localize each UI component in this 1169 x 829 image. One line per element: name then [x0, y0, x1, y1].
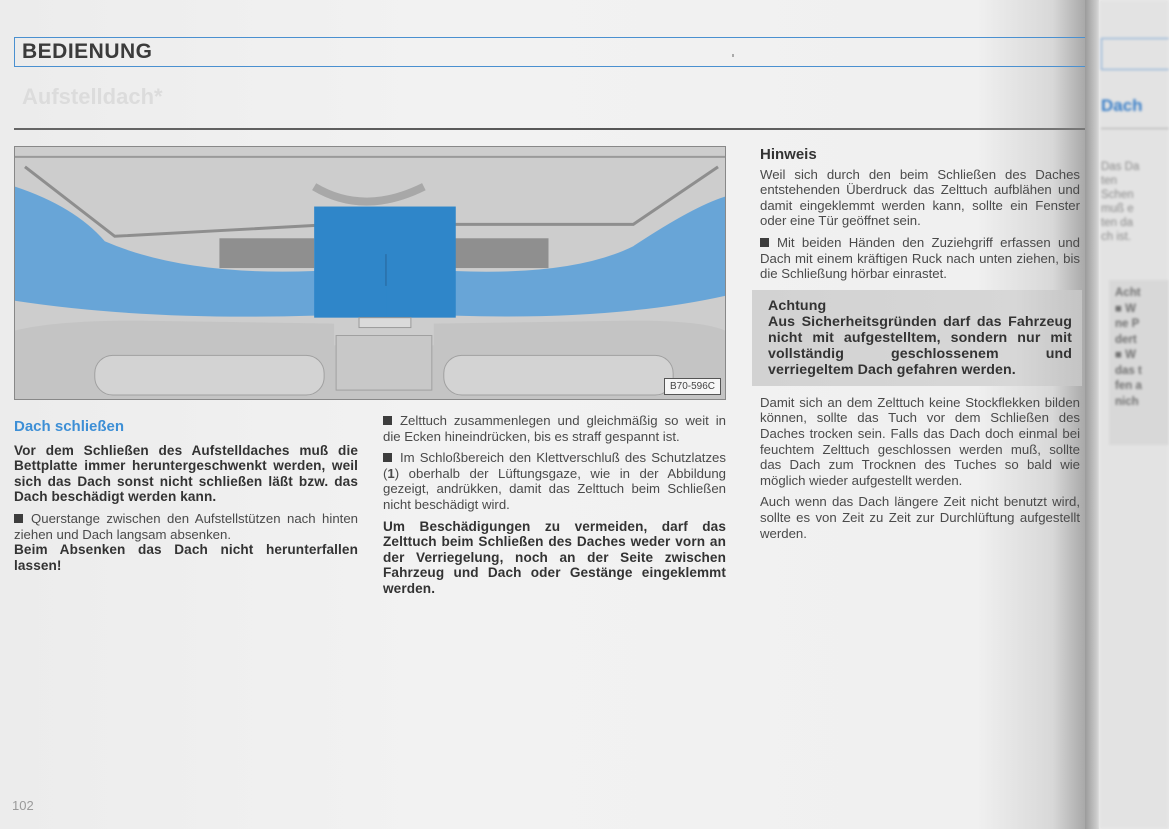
step-text: Im Schloßbereich den Klettverschluß des Schutzlatzes (	[383, 450, 726, 481]
step-lower-roof	[14, 511, 358, 542]
safety-warning-box	[752, 290, 1082, 386]
damage-caution: Um Beschädigungen zu vermeiden, darf das Zelttuch beim Schließen des Daches weder vorn an der Verriegelung, noch an der Seite zwischen Fahrzeug und Dach oder Gestänge eingeklemmt werden.	[383, 518, 726, 596]
step-text: Mit beiden Händen den Zuziehgriff erfassen und Dach mit einem kräftigen Ruck nach unten ziehen, bis die Schließung hörbar einrastet.	[760, 234, 1080, 282]
facing-warning-line: nich	[1115, 395, 1139, 408]
bullet-icon	[14, 514, 23, 523]
left-column	[14, 419, 358, 579]
ventilation-paragraph: Auch wenn das Dach längere Zeit nicht benutzt wird, sollte es von Zeit zu Zeit zur Durchlüftung aufgestellt werden.	[760, 494, 1080, 541]
step-pull-handle	[760, 235, 1080, 282]
facing-line: ch ist.	[1101, 231, 1132, 243]
section-header-title: BEDIENUNG	[22, 40, 153, 63]
latch	[359, 318, 411, 328]
facing-title: Dach	[1101, 96, 1143, 115]
intro-warning: Vor dem Schließen des Aufstelldaches muß die Bettplatte immer heruntergeschwenkt werden, weil sich das Dach sonst nicht schließen läßt bzw. das Dach beschädigt werden kann.	[14, 442, 358, 505]
subheading-close-roof: Dach schließen	[14, 418, 125, 435]
sun-visor-left	[95, 355, 324, 395]
facing-warning-line: ■ W	[1115, 302, 1136, 315]
section-header-frame	[14, 37, 1089, 67]
step-fold-fabric	[383, 413, 726, 444]
facing-line: Schen	[1101, 189, 1134, 201]
figure-reference: 1	[387, 465, 395, 481]
facing-text	[1101, 160, 1139, 244]
facing-line: muß e	[1101, 203, 1134, 215]
note-title: Hinweis	[760, 146, 817, 163]
warning-title: Achtung	[768, 297, 827, 314]
facing-warning-line: das t	[1115, 364, 1142, 377]
bullet-icon	[383, 416, 392, 425]
lowering-warning: Beim Absenken das Dach nicht herunterfallen lassen!	[14, 542, 358, 573]
section-divider	[14, 128, 1089, 130]
warning-text: Aus Sicherheitsgründen darf das Fahrzeug nicht mit aufgestelltem, sondern nur mit vollständig geschlossenem und verriegeltem Dach gefahren werden.	[768, 313, 1072, 378]
facing-warning-line: Acht	[1115, 287, 1141, 299]
facing-page-fragment	[1099, 0, 1169, 829]
facing-line: ten da	[1101, 217, 1133, 229]
step-text: Zelttuch zusammenlegen und gleichmäßig so weit in die Ecken hineindrücken, bis es straff gespannt ist.	[383, 413, 726, 444]
vent-left	[219, 238, 314, 268]
right-column	[760, 147, 1080, 547]
facing-warning-line: fen a	[1115, 380, 1142, 392]
facing-line: ten	[1101, 175, 1117, 187]
facing-divider	[1101, 128, 1169, 129]
bullet-icon	[383, 453, 392, 462]
facing-warning-line: dert	[1115, 333, 1137, 346]
vent-right	[454, 238, 549, 268]
illustration-drawing	[15, 147, 725, 399]
scan-speck	[732, 54, 734, 57]
roof-interior-illustration	[14, 146, 726, 400]
sun-visor-right	[444, 355, 673, 395]
center-console	[336, 336, 432, 391]
facing-line: Das Da	[1101, 161, 1140, 173]
facing-warning-line: ne P	[1115, 318, 1140, 330]
facing-header-frame	[1101, 38, 1169, 70]
facing-warning-line: ■ W	[1115, 349, 1136, 361]
page-number: 102	[12, 798, 34, 813]
show-through-title: Aufstelldach*	[22, 84, 163, 109]
note-text: Weil sich durch den beim Schließen des Daches entstehenden Überdruck das Zelttuch aufblähen und damit eingeklemmt werden kann, sollte ein Fenster oder eine Tür geöffnet sein.	[760, 166, 1080, 229]
step-text: Querstange zwischen den Aufstellstützen nach hinten ziehen und Dach langsam absenken.	[14, 510, 358, 542]
figure-code: B70-596C	[664, 378, 721, 395]
middle-column	[383, 413, 726, 603]
step-velcro	[383, 450, 726, 512]
facing-warning-text	[1115, 286, 1142, 410]
book-gutter	[1085, 0, 1099, 829]
step-text: ) oberhalb der Lüftungsgaze, wie in der Abbildung gezeigt, andrükken, damit das Zelttuch beim Schließen nicht beschädigt wird.	[383, 465, 726, 512]
bullet-icon	[760, 238, 769, 247]
mildew-paragraph: Damit sich an dem Zelttuch keine Stockflekken bilden können, sollte das Tuch vor dem Schließen des Daches trocken sein. Falls das Dach doch einmal bei feuchtem Zelttuch geschlossen werden muß, sollte das Dach zum Trocknen des Tuches so bald wie möglich wieder aufgestellt werden.	[760, 394, 1080, 488]
